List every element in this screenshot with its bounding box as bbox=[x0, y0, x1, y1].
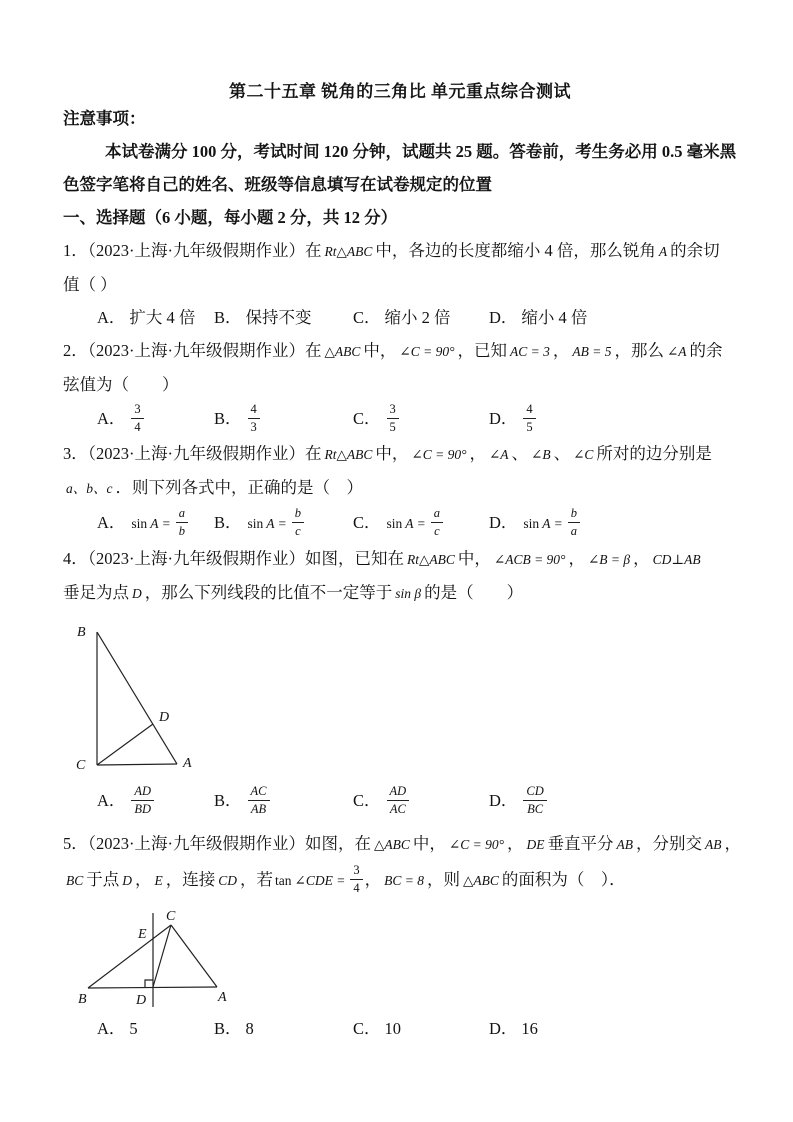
math-run: AB = 5 bbox=[572, 344, 612, 359]
side-CA bbox=[171, 925, 217, 987]
text-run: ， bbox=[568, 549, 585, 568]
text-run: 的面积为（ ）． bbox=[501, 870, 626, 889]
side-BC bbox=[88, 925, 171, 988]
text-run: ， bbox=[552, 341, 570, 360]
option-label: B． bbox=[214, 513, 242, 532]
math-run: ∠ACB = 90° bbox=[493, 552, 566, 567]
fraction bbox=[523, 784, 546, 816]
option-value: 8 bbox=[245, 1019, 254, 1038]
option-label: C． bbox=[353, 409, 381, 428]
text-run: ，则 bbox=[426, 870, 460, 889]
q1-option-c bbox=[353, 301, 489, 334]
option-value: 5 bbox=[129, 1019, 138, 1038]
fraction bbox=[568, 506, 580, 538]
option-label: B． bbox=[214, 409, 242, 428]
text-run: ， bbox=[633, 549, 650, 568]
text-run: 中， bbox=[412, 834, 446, 853]
text-run: 在 bbox=[305, 341, 322, 360]
option-value: 保持不变 bbox=[245, 308, 312, 327]
fraction bbox=[350, 863, 362, 895]
fraction-denominator: a bbox=[570, 523, 577, 538]
vertex-label-B: B bbox=[77, 625, 86, 640]
fraction bbox=[131, 402, 143, 434]
notice-heading: 注意事项： bbox=[63, 109, 146, 128]
fraction bbox=[292, 506, 304, 538]
q3-option-a bbox=[97, 505, 214, 542]
q3-line-2 bbox=[63, 471, 737, 505]
q4-figure bbox=[75, 618, 737, 783]
text-run: ，若 bbox=[240, 870, 274, 889]
q3-option-d bbox=[489, 505, 737, 542]
q5-options bbox=[97, 1012, 737, 1045]
fraction-denominator: BD bbox=[134, 801, 152, 816]
text-run: ，那么 bbox=[614, 341, 664, 360]
text-run: ．则下列各式中，正确的是（ ） bbox=[115, 478, 363, 497]
math-run: BC bbox=[66, 873, 84, 888]
q1-line-1 bbox=[63, 234, 737, 268]
text-run: 垂直平分 bbox=[547, 834, 614, 853]
math-run: ∠A bbox=[488, 447, 509, 462]
q4-number: 4． bbox=[63, 549, 88, 568]
q2-source: （2023·上海·九年级假期作业） bbox=[87, 341, 305, 360]
option-label: C． bbox=[353, 791, 381, 810]
fraction-denominator: AC bbox=[389, 801, 406, 816]
option-label: A． bbox=[97, 409, 126, 428]
q1-number: 1． bbox=[63, 241, 88, 260]
text-run: 在 bbox=[305, 444, 322, 463]
option-label: A． bbox=[97, 308, 126, 327]
q5-triangle-bisector-figure bbox=[75, 906, 245, 1012]
math-run: ∠A bbox=[666, 344, 687, 359]
sin-function: sin bbox=[131, 516, 148, 531]
side-BA bbox=[88, 987, 217, 988]
math-run: BC = 8 bbox=[384, 873, 424, 888]
option-label: C． bbox=[353, 513, 381, 532]
math-run: AB bbox=[616, 837, 633, 852]
math-run: a、b、c bbox=[66, 481, 113, 496]
fraction-numerator: 4 bbox=[248, 402, 260, 418]
math-run: △ABC bbox=[374, 837, 410, 852]
option-label: D． bbox=[489, 791, 518, 810]
math-run: A = bbox=[266, 516, 287, 531]
vertex-label-A: A bbox=[218, 990, 227, 1005]
math-run: ∠B bbox=[531, 447, 551, 462]
fraction-numerator: AD bbox=[387, 784, 410, 800]
option-label: C． bbox=[353, 308, 381, 327]
math-run: △ABC bbox=[324, 344, 361, 359]
q5-option-d bbox=[489, 1012, 737, 1045]
text-run: ，已知 bbox=[457, 341, 507, 360]
math-run: E bbox=[154, 873, 163, 888]
text-run: ，分别交 bbox=[635, 834, 702, 853]
q1-line-2: 值（ ） bbox=[63, 275, 117, 294]
q3-option-c bbox=[353, 505, 489, 542]
text-run: ， bbox=[469, 444, 486, 463]
option-value: 16 bbox=[521, 1019, 538, 1038]
vertex-label-B: B bbox=[78, 992, 87, 1007]
option-label: A． bbox=[97, 513, 126, 532]
math-run: △ABC bbox=[462, 873, 499, 888]
text-run: 中， bbox=[457, 549, 491, 568]
fraction-numerator: AC bbox=[248, 784, 270, 800]
fraction-denominator: b bbox=[178, 523, 185, 538]
math-run: CD⊥AB bbox=[652, 552, 701, 567]
option-value: 扩大 4 倍 bbox=[129, 308, 196, 327]
q3-source: （2023·上海·九年级假期作业） bbox=[87, 444, 305, 463]
q4-option-a bbox=[97, 783, 214, 819]
math-run: A = bbox=[542, 516, 563, 531]
text-run: 的是（ ） bbox=[424, 583, 524, 602]
math-run: ∠C = 90° bbox=[411, 447, 467, 462]
option-label: B． bbox=[214, 791, 242, 810]
math-run: CD bbox=[218, 873, 238, 888]
option-label: D． bbox=[489, 308, 518, 327]
q3-number: 3． bbox=[63, 444, 88, 463]
math-run: ∠B = β bbox=[587, 552, 631, 567]
option-label: A． bbox=[97, 791, 126, 810]
point-label-D: D bbox=[159, 710, 170, 725]
math-run: DE bbox=[526, 837, 545, 852]
fraction-denominator: c bbox=[434, 523, 440, 538]
fraction-numerator: 3 bbox=[350, 863, 362, 879]
fraction bbox=[248, 402, 260, 434]
fraction-numerator: 3 bbox=[387, 402, 399, 418]
math-run: sin β bbox=[395, 586, 422, 601]
right-angle-marker bbox=[145, 980, 153, 987]
fraction-denominator: 4 bbox=[353, 880, 360, 895]
math-run: D bbox=[132, 586, 142, 601]
q1-source: （2023·上海·九年级假期作业） bbox=[87, 241, 305, 260]
q5-number: 5． bbox=[63, 834, 88, 853]
point-label-D: D bbox=[136, 993, 147, 1008]
math-run: ∠C bbox=[573, 447, 594, 462]
q4-options bbox=[97, 783, 737, 819]
math-run: ∠C = 90° bbox=[448, 837, 504, 852]
q3-options bbox=[97, 505, 737, 542]
fraction-numerator: a bbox=[431, 506, 443, 522]
option-label: D． bbox=[489, 513, 518, 532]
text-run: 所对的边分别是 bbox=[596, 444, 712, 463]
q3-line-1 bbox=[63, 437, 737, 471]
option-label: D． bbox=[489, 1019, 518, 1038]
math-run: ∠C = 90° bbox=[399, 344, 455, 359]
q5-line-2 bbox=[63, 861, 737, 900]
math-run: A bbox=[658, 244, 668, 259]
fraction-denominator: 5 bbox=[526, 419, 533, 434]
q4-line-2 bbox=[63, 576, 737, 610]
math-run: AC = 3 bbox=[509, 344, 550, 359]
side-BA bbox=[97, 632, 177, 764]
vertex-label-C: C bbox=[166, 909, 176, 924]
notice-line-1: 本试卷满分 100 分，考试时间 120 分钟，试题共 25 题。答卷前，考生务必用 0.5 毫米黑 bbox=[105, 142, 737, 161]
option-value: 缩小 4 倍 bbox=[521, 308, 588, 327]
sin-function: sin bbox=[523, 516, 540, 531]
segment-CD bbox=[97, 724, 153, 765]
q5-figure bbox=[75, 906, 737, 1012]
text-run: 的余 bbox=[689, 341, 723, 360]
q5-line-1 bbox=[63, 827, 741, 861]
text-run: 如图，在 bbox=[305, 834, 371, 853]
fraction bbox=[523, 402, 535, 434]
text-run: 在 bbox=[305, 241, 322, 260]
fraction bbox=[431, 506, 443, 538]
page-title: 第二十五章 锐角的三角比 单元重点综合测试 bbox=[229, 82, 571, 101]
text-run: ， bbox=[724, 834, 741, 853]
q4-option-b bbox=[214, 783, 353, 819]
math-run: Rt△ABC bbox=[407, 552, 455, 567]
tan-function: tan bbox=[275, 873, 292, 888]
fraction-numerator: b bbox=[568, 506, 580, 522]
option-label: C． bbox=[353, 1019, 381, 1038]
q5-source: （2023·上海·九年级假期作业） bbox=[87, 834, 305, 853]
fraction-denominator: c bbox=[295, 523, 301, 538]
q4-source: （2023·上海·九年级假期作业） bbox=[87, 549, 305, 568]
fraction-denominator: BC bbox=[527, 801, 544, 816]
option-label: B． bbox=[214, 1019, 242, 1038]
text-run: 中， bbox=[363, 341, 397, 360]
option-label: B． bbox=[214, 308, 242, 327]
q4-option-c bbox=[353, 783, 489, 819]
q2-option-d bbox=[489, 401, 737, 437]
math-run: D bbox=[122, 873, 133, 888]
fraction bbox=[248, 784, 270, 816]
q5-option-c bbox=[353, 1012, 489, 1045]
text-run: 垂足为点 bbox=[63, 583, 129, 602]
fraction-denominator: 3 bbox=[250, 419, 257, 434]
text-run: 中， bbox=[375, 444, 409, 463]
q1-option-b bbox=[214, 301, 353, 334]
q2-options bbox=[97, 401, 737, 437]
notice-line-2: 色签字笔将自己的姓名、班级等信息填写在试卷规定的位置 bbox=[63, 175, 492, 194]
vertex-label-A: A bbox=[183, 756, 192, 771]
q4-line-1 bbox=[63, 542, 737, 576]
fraction bbox=[387, 402, 399, 434]
sin-function: sin bbox=[386, 516, 403, 531]
q1-option-a bbox=[97, 301, 214, 334]
math-run: AB bbox=[704, 837, 722, 852]
text-run: ， bbox=[364, 870, 382, 889]
section-heading: 一、选择题（6 小题，每小题 2 分，共 12 分） bbox=[63, 208, 398, 227]
point-label-E: E bbox=[138, 927, 147, 942]
fraction-numerator: b bbox=[292, 506, 304, 522]
q4-right-triangle-figure bbox=[75, 618, 215, 783]
math-run: A = bbox=[150, 516, 171, 531]
text-run: 中，各边的长度都缩小 4 倍，那么锐角 bbox=[375, 241, 656, 260]
text-run: 、 bbox=[553, 444, 571, 463]
text-run: ， bbox=[135, 870, 152, 889]
fraction-denominator: AB bbox=[250, 801, 267, 816]
fraction-denominator: 4 bbox=[134, 419, 141, 434]
side-CA bbox=[97, 764, 177, 765]
fraction-numerator: CD bbox=[523, 784, 546, 800]
text-run: ， bbox=[506, 834, 524, 853]
text-run: 如图，已知在 bbox=[305, 549, 404, 568]
text-run: 于点 bbox=[86, 870, 120, 889]
math-run: Rt△ABC bbox=[324, 244, 373, 259]
option-value: 10 bbox=[384, 1019, 402, 1038]
math-run: A = bbox=[405, 516, 426, 531]
q1-options bbox=[97, 301, 737, 334]
q1-option-d bbox=[489, 301, 737, 334]
fraction-denominator: 5 bbox=[389, 419, 396, 434]
q2-option-a bbox=[97, 401, 214, 437]
fraction bbox=[131, 784, 154, 816]
fraction bbox=[387, 784, 410, 816]
option-label: A． bbox=[97, 1019, 126, 1038]
fraction-numerator: AD bbox=[131, 784, 154, 800]
sin-function: sin bbox=[247, 516, 264, 531]
fraction bbox=[176, 506, 188, 538]
vertex-label-C: C bbox=[76, 758, 86, 773]
q4-option-d bbox=[489, 783, 737, 819]
q2-line-1 bbox=[63, 334, 737, 368]
segment-CD bbox=[153, 925, 171, 987]
math-run: ∠CDE = bbox=[294, 873, 346, 888]
q2-option-b bbox=[214, 401, 353, 437]
q2-option-c bbox=[353, 401, 489, 437]
q3-option-b bbox=[214, 505, 353, 542]
q5-option-a bbox=[97, 1012, 214, 1045]
q5-option-b bbox=[214, 1012, 353, 1045]
fraction-numerator: a bbox=[176, 506, 188, 522]
fraction-numerator: 4 bbox=[523, 402, 535, 418]
fraction-numerator: 3 bbox=[131, 402, 143, 418]
text-run: 、 bbox=[511, 444, 529, 463]
q2-number: 2． bbox=[63, 341, 88, 360]
math-run: Rt△ABC bbox=[324, 447, 373, 462]
option-label: D． bbox=[489, 409, 518, 428]
text-run: 的余切 bbox=[670, 241, 720, 260]
option-value: 缩小 2 倍 bbox=[384, 308, 451, 327]
text-run: ，连接 bbox=[165, 870, 216, 889]
q2-line-2: 弦值为（ ） bbox=[63, 375, 179, 394]
text-run: ，那么下列线段的比值不一定等于 bbox=[144, 583, 393, 602]
